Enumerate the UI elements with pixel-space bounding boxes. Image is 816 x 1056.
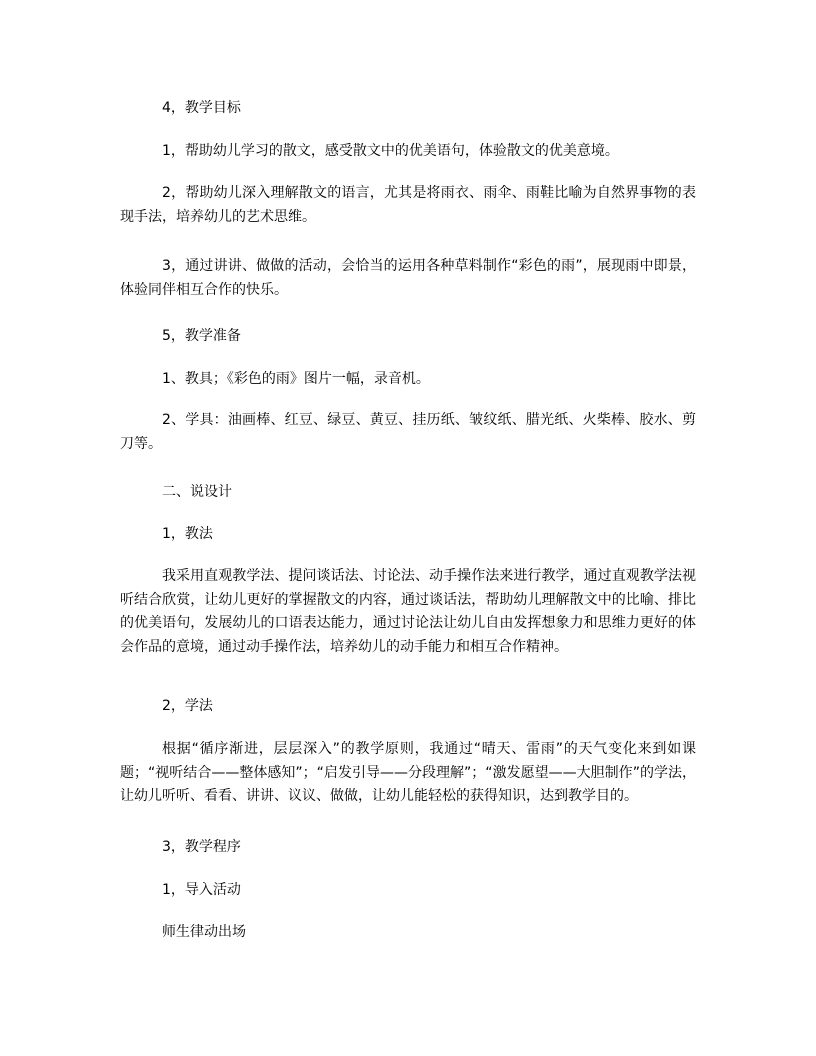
- heading-intro-activity: 1，导入活动: [162, 882, 241, 898]
- heading-teaching-method: 1，教法: [162, 526, 213, 542]
- learning-method-text: 根据“循序渐进，层层深入”的教学原则，我通过“晴天、雷雨”的天气变化来到如课题；“视听结合——整体感知”；“启发引导——分段理解”；“激发愿望——大胆制作”的学法，让幼儿听听、看看、讲讲、议议、做做，让幼儿能轻松的获得知识，达到教学目的。: [120, 741, 696, 804]
- heading-teaching-goals: 4，教学目标: [162, 100, 241, 116]
- intro-activity-text: 师生律动出场: [162, 924, 246, 940]
- prep-item-teaching-aids: 1、教具；《彩色的雨》图片一幅，录音机。: [162, 371, 430, 387]
- heading-design: 二、说设计: [162, 484, 232, 500]
- heading-teaching-prep: 5，教学准备: [162, 328, 241, 344]
- heading-teaching-procedure: 3，教学程序: [162, 839, 241, 855]
- goal-item-2: 2，帮助幼儿深入理解散文的语言，尤其是将雨衣、雨伞、雨鞋比喻为自然界事物的表现手法，培养幼儿的艺术思维。: [120, 185, 696, 225]
- goal-item-1: 1，帮助幼儿学习的散文，感受散文中的优美语句，体验散文的优美意境。: [162, 143, 619, 159]
- heading-learning-method: 2，学法: [162, 698, 213, 714]
- prep-item-learning-aids: 2、学具：油画棒、红豆、绿豆、黄豆、挂历纸、皱纹纸、腊光纸、火柴棒、胶水、剪刀等。: [120, 412, 696, 452]
- goal-item-3: 3，通过讲讲、做做的活动，会恰当的运用各种草料制作“彩色的雨”，展现雨中即景，体验同伴相互合作的快乐。: [120, 258, 696, 298]
- teaching-method-text: 我采用直观教学法、提问谈话法、讨论法、动手操作法来进行教学，通过直观教学法视听结合欣赏，让幼儿更好的掌握散文的内容，通过谈话法，帮助幼儿理解散文中的比喻、排比的优美语句，发展幼儿的口语表达能力，通过讨论法让幼儿自由发挥想象力和思维力更好的体会作品的意境，通过动手操作法，培养幼儿的动手能力和相互合作精神。: [120, 568, 696, 655]
